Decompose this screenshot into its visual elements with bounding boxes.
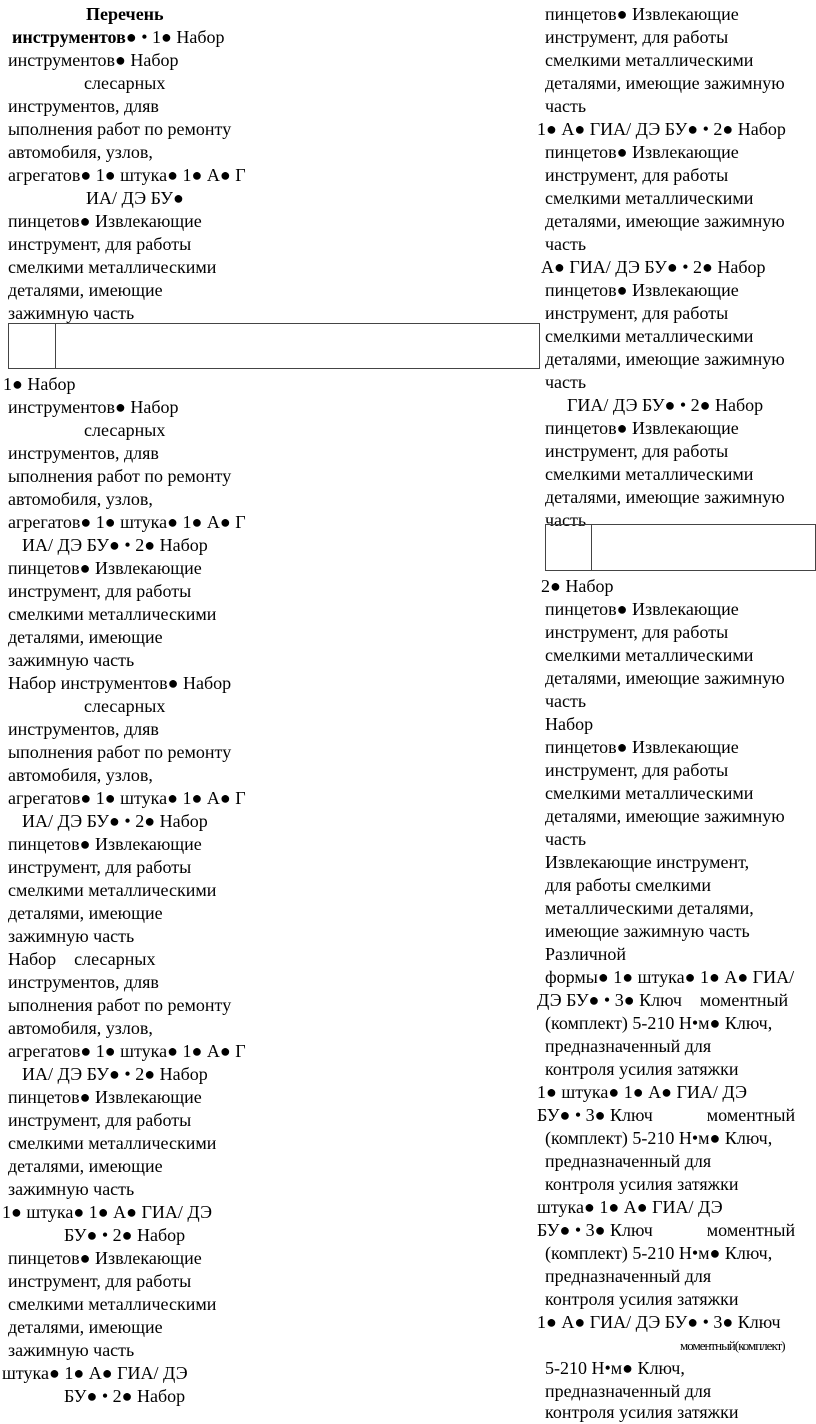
text-line: 1● Набор: [3, 374, 76, 394]
text-line: смелкими металлическими: [8, 880, 217, 900]
text-line: агрегатов● 1● штука● 1● А● Г: [8, 1041, 246, 1061]
text-line: смелкими металлическими: [545, 188, 754, 208]
empty-table-row: [8, 323, 540, 369]
text-line: смелкими металлическими: [545, 464, 754, 484]
text-line: агрегатов● 1● штука● 1● А● Г: [8, 788, 246, 808]
text-line: контроля усилия затяжки: [545, 1402, 739, 1422]
text-line: Набор слесарных: [8, 949, 156, 969]
text-line: смелкими металлическими: [8, 604, 217, 624]
text-line: БУ● • 3● Ключ моментный: [537, 1220, 796, 1240]
text-line: предназначенный для: [545, 1381, 712, 1401]
text-line: инструмент, для работы: [545, 760, 729, 780]
text-line: инструментов, дляв: [8, 719, 159, 739]
text-line: контроля усилия затяжки: [545, 1174, 739, 1194]
text-line: предназначенный для: [545, 1151, 712, 1171]
text-line: слесарных: [84, 73, 166, 93]
text-line: деталями, имеющие зажимную: [545, 349, 785, 369]
text-line: смелкими металлическими: [545, 326, 754, 346]
text-line: инструментов, дляв: [8, 972, 159, 992]
text-line: деталями, имеющие: [8, 627, 163, 647]
text-line: часть: [545, 96, 587, 116]
text-line: штука● 1● А● ГИА/ ДЭ: [2, 1363, 188, 1383]
text-line: смелкими металлическими: [8, 1133, 217, 1153]
text-line: автомобиля, узлов,: [8, 1018, 153, 1038]
text-line: контроля усилия затяжки: [545, 1289, 739, 1309]
text-line: инструмент, для работы: [8, 581, 192, 601]
text-line: штука● 1● А● ГИА/ ДЭ: [537, 1197, 723, 1217]
text-line: Различной: [545, 944, 627, 964]
text-line: БУ● • 2● Набор: [64, 1386, 186, 1406]
list-title: Перечень: [86, 4, 164, 24]
text-line: контроля усилия затяжки: [545, 1059, 739, 1079]
text-line: инструмент, для работы: [545, 622, 729, 642]
text-line: предназначенный для: [545, 1036, 712, 1056]
text-line: деталями, имеющие зажимную: [545, 487, 785, 507]
text-line: деталями, имеющие: [8, 1317, 163, 1337]
text-line: инструмент, для работы: [545, 303, 729, 323]
text-line: часть: [545, 372, 587, 392]
text-line: (комплект) 5-210 Н•м● Ключ,: [545, 1243, 773, 1263]
text-line: автомобиля, узлов,: [8, 765, 153, 785]
text-line: деталями, имеющие зажимную: [545, 211, 785, 231]
text-line: Извлекающие инструмент,: [545, 852, 750, 872]
text-line: деталями, имеющие: [8, 1156, 163, 1176]
text-line: ыполнения работ по ремонту: [8, 466, 232, 486]
text-line: инструментов, дляв: [8, 96, 159, 116]
text-line: агрегатов● 1● штука● 1● А● Г: [8, 512, 246, 532]
text-line: часть: [545, 829, 587, 849]
text-line: ыполнения работ по ремонту: [8, 995, 232, 1015]
text-line: пинцетов● Извлекающие: [8, 1087, 202, 1107]
text-line: пинцетов● Извлекающие: [545, 737, 739, 757]
text-line: инструмент, для работы: [545, 165, 729, 185]
text-line: БУ● • 3● Ключ моментный: [537, 1105, 796, 1125]
text-line: деталями, имеющие: [8, 903, 163, 923]
text-line: БУ● • 2● Набор: [64, 1225, 186, 1245]
text-line: металлическими деталями,: [545, 898, 754, 918]
text-line: агрегатов● 1● штука● 1● А● Г: [8, 165, 246, 185]
text-line: смелкими металлическими: [545, 783, 754, 803]
text-line: зажимную часть: [8, 650, 135, 670]
text-line: пинцетов● Извлекающие: [545, 599, 739, 619]
text-line: пинцетов● Извлекающие: [545, 4, 739, 24]
text-line: имеющие зажимную часть: [545, 921, 750, 941]
text-line: инструментов● • 1● Набор: [12, 27, 225, 47]
text-line: инструмент, для работы: [8, 234, 192, 254]
text-line: зажимную часть: [8, 303, 135, 323]
text-line: ИА/ ДЭ БУ● • 2● Набор: [22, 535, 208, 555]
text-line: формы● 1● штука● 1● А● ГИА/: [545, 967, 795, 987]
table-cell-divider: [55, 324, 56, 368]
text-line: пинцетов● Извлекающие: [545, 142, 739, 162]
text-line: моментный(комплект): [680, 1338, 785, 1353]
text-line: автомобиля, узлов,: [8, 489, 153, 509]
text-line: А● ГИА/ ДЭ БУ● • 2● Набор: [541, 257, 766, 277]
text-line: 2● Набор: [541, 576, 614, 596]
text-line: пинцетов● Извлекающие: [8, 558, 202, 578]
text-line: часть: [545, 691, 587, 711]
text-line: деталями, имеющие зажимную: [545, 668, 785, 688]
text-line: 1● штука● 1● А● ГИА/ ДЭ: [2, 1202, 212, 1222]
text-line: пинцетов● Извлекающие: [8, 1248, 202, 1268]
text-line: пинцетов● Извлекающие: [545, 418, 739, 438]
text-line: слесарных: [84, 420, 166, 440]
text-line: инструментов, дляв: [8, 443, 159, 463]
empty-table-row: [545, 524, 816, 571]
text-line: зажимную часть: [8, 926, 135, 946]
text-line: 5-210 Н•м● Ключ,: [545, 1358, 685, 1378]
text-line: деталями, имеющие зажимную: [545, 73, 785, 93]
text-line: зажимную часть: [8, 1179, 135, 1199]
text-line: для работы смелкими: [545, 875, 712, 895]
text-line: смелкими металлическими: [545, 645, 754, 665]
text-line: пинцетов● Извлекающие: [8, 834, 202, 854]
text-line: часть: [545, 234, 587, 254]
text-line: (комплект) 5-210 Н•м● Ключ,: [545, 1128, 773, 1148]
text-line: ГИА/ ДЭ БУ● • 2● Набор: [567, 395, 764, 415]
text-line: 1● штука● 1● А● ГИА/ ДЭ: [537, 1082, 747, 1102]
text-line: Набор инструментов● Набор: [8, 673, 232, 693]
text-line: инструмент, для работы: [8, 1110, 192, 1130]
text-line: пинцетов● Извлекающие: [8, 211, 202, 231]
text-line: инструмент, для работы: [545, 27, 729, 47]
text-line: 1● А● ГИА/ ДЭ БУ● • 2● Набор: [537, 119, 786, 139]
table-cell-divider: [591, 525, 592, 570]
text-line: 1● А● ГИА/ ДЭ БУ● • 3● Ключ: [537, 1312, 781, 1332]
bold-prefix: инструментов: [12, 27, 126, 47]
text-line: пинцетов● Извлекающие: [545, 280, 739, 300]
text-line: слесарных: [84, 696, 166, 716]
text-line: ИА/ ДЭ БУ● • 2● Набор: [22, 1064, 208, 1084]
text-line: смелкими металлическими: [8, 1294, 217, 1314]
text-line: инструмент, для работы: [8, 857, 192, 877]
text-line: часть: [545, 510, 587, 530]
text-line: предназначенный для: [545, 1266, 712, 1286]
text-line: Набор: [545, 714, 594, 734]
text-line: ыполнения работ по ремонту: [8, 742, 232, 762]
text-line: ДЭ БУ● • 3● Ключ моментный: [537, 990, 789, 1010]
text-line: инструмент, для работы: [8, 1271, 192, 1291]
text-line: ИА/ ДЭ БУ●: [86, 188, 184, 208]
text-line: инструментов● Набор: [8, 397, 179, 417]
text-line: деталями, имеющие: [8, 280, 163, 300]
text-line: зажимную часть: [8, 1340, 135, 1360]
text-line: смелкими металлическими: [545, 50, 754, 70]
text-line: смелкими металлическими: [8, 257, 217, 277]
text-line: инструментов● Набор: [8, 50, 179, 70]
text-line: ИА/ ДЭ БУ● • 2● Набор: [22, 811, 208, 831]
text-line: ыполнения работ по ремонту: [8, 119, 232, 139]
text-line: (комплект) 5-210 Н•м● Ключ,: [545, 1013, 773, 1033]
text-line: деталями, имеющие зажимную: [545, 806, 785, 826]
text-line: инструмент, для работы: [545, 441, 729, 461]
text-line: автомобиля, узлов,: [8, 142, 153, 162]
